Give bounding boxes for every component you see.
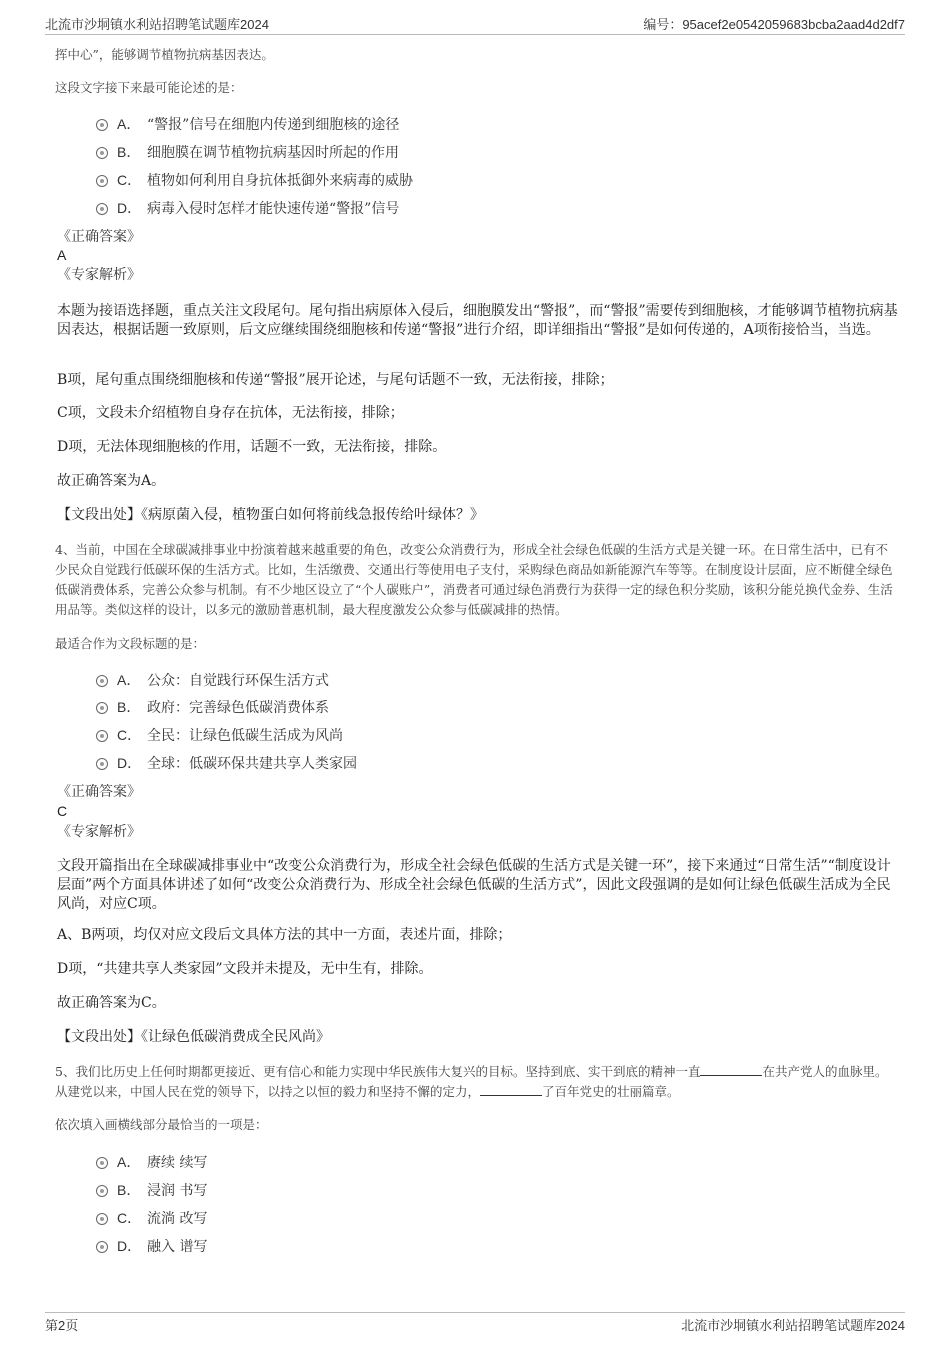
q3-stem-tail: 挥中心”，能够调节植物抗病基因表达。 <box>55 47 274 62</box>
page-header <box>45 14 905 35</box>
radio-icon[interactable] <box>96 758 108 770</box>
radio-icon[interactable] <box>96 119 108 131</box>
radio-icon[interactable] <box>96 1241 108 1253</box>
radio-icon[interactable] <box>96 147 108 159</box>
q4-option-d[interactable]: D． 全球：低碳环保共建共享人类家园 <box>96 753 357 774</box>
q3-analysis-p4: D项，无法体现细胞核的作用，话题不一致，无法衔接，排除。 <box>57 439 447 455</box>
q3-analysis-p2: B项，尾句重点围绕细胞核和传递“警报”展开论述，与尾句话题不一致，无法衔接，排除； <box>57 372 614 388</box>
q4-analysis-label: 《专家解析》 <box>57 824 141 840</box>
q3-analysis-p3: C项，文段未介绍植物自身存在抗体，无法衔接，排除； <box>57 405 404 421</box>
radio-icon[interactable] <box>96 702 108 714</box>
radio-icon[interactable] <box>96 730 108 742</box>
q3-source: 【文段出处】《病原菌入侵，植物蛋白如何将前线急报传给叶绿体？》 <box>57 507 484 523</box>
radio-icon[interactable] <box>96 1185 108 1197</box>
q5-option-b[interactable]: B． 浸润 书写 <box>96 1180 207 1201</box>
radio-icon[interactable] <box>96 1213 108 1225</box>
q3-option-b[interactable]: B． 细胞膜在调节植物抗病基因时所起的作用 <box>96 142 399 163</box>
q4-option-c[interactable]: C． 全民：让绿色低碳生活成为风尚 <box>96 725 343 746</box>
q5-stem: 5、我们比历史上任何时期都更接近、更有信心和能力实现中华民族伟大复兴的目标。坚持到底、实干到底的精神一直 在共产党人的血脉里。从建党以来，中国人民在党的领导下，以持之以恒的毅力和坚持不懈的定力， 了百年党史的壮丽篇章。 <box>55 1064 888 1099</box>
q4-option-b[interactable]: B． 政府：完善绿色低碳消费体系 <box>96 697 329 718</box>
q3-prompt: 这段文字接下来最可能论述的是： <box>55 80 243 95</box>
q5-option-a[interactable]: A． 赓续 续写 <box>96 1152 207 1173</box>
q4-analysis-p2: A、B两项，均仅对应文段后文具体方法的其中一方面，表述片面，排除； <box>57 927 512 943</box>
q3-analysis-label: 《专家解析》 <box>57 267 141 283</box>
q4-answer: C <box>57 803 68 819</box>
q4-stem: 4、当前，中国在全球碳减排事业中扮演着越来越重要的角色，改变公众消费行为，形成全社会绿色低碳的生活方式是关键一环。在日常生活中，已有不少民众自觉践行低碳环保的生活方式。比如，生活缴费、交通出行等使用电子支付，采购绿色商品如新能源汽车等等。在制度设计层面，应不断健全绿色低碳消费体系，完善公众参与机制。有不少地区设立了“个人碳账户”，消费者可通过绿色消费行为获得一定的绿色积分奖励，该积分能兑换代金券、生活用品等。类似这样的设计，以多元的激励普惠机制，最大程度激发公众参与低碳减排的热情。 <box>55 542 893 617</box>
q3-analysis-p5: 故正确答案为A。 <box>57 473 166 489</box>
q4-source: 【文段出处】《让绿色低碳消费成全民风尚》 <box>57 1029 330 1045</box>
footer-title: 北流市沙垌镇水利站招聘笔试题库2024 <box>681 1318 905 1333</box>
q4-analysis-p3: D项，“共建共享人类家园”文段并未提及，无中生有，排除。 <box>57 961 433 977</box>
q3-answer-label: 《正确答案》 <box>57 229 141 245</box>
q4-option-a[interactable]: A． 公众：自觉践行环保生活方式 <box>96 670 329 691</box>
q3-option-d[interactable]: D． 病毒入侵时怎样才能快速传递“警报”信号 <box>96 198 399 219</box>
header-code: 编号：95acef2e0542059683bcba2aad4d2df7 <box>643 17 905 32</box>
q5-prompt: 依次填入画横线部分最恰当的一项是： <box>55 1117 268 1132</box>
page-number: 第2页 <box>45 1318 79 1333</box>
q3-answer: A <box>57 247 67 263</box>
header-title: 北流市沙垌镇水利站招聘笔试题库2024 <box>45 17 269 32</box>
q5-option-c[interactable]: C． 流淌 改写 <box>96 1208 207 1229</box>
fill-blank-2 <box>480 1083 542 1096</box>
q4-answer-label: 《正确答案》 <box>57 784 141 800</box>
q4-prompt: 最适合作为文段标题的是： <box>55 636 206 651</box>
radio-icon[interactable] <box>96 175 108 187</box>
q4-analysis-p1: 文段开篇指出在全球碳减排事业中“改变公众消费行为，形成全社会绿色低碳的生活方式是关键一环”，接下来通过“日常生活”“制度设计层面”两个方面具体讲述了如何“改变公众消费行为、形成全社会绿色低碳的生活方式”，因此文段强调的是如何让绿色低碳生活成为全民风尚，对应C项。 <box>57 858 891 912</box>
radio-icon[interactable] <box>96 1157 108 1169</box>
q3-option-a[interactable]: A． “警报”信号在细胞内传递到细胞核的途径 <box>96 114 399 135</box>
radio-icon[interactable] <box>96 675 108 687</box>
fill-blank-1 <box>700 1063 762 1076</box>
page-footer <box>45 1312 905 1335</box>
q3-analysis-p1: 本题为接语选择题，重点关注文段尾句。尾句指出病原体入侵后，细胞膜发出“警报”，而“警报”需要传到细胞核，才能够调节植物抗病基因表达，根据话题一致原则，后文应继续围绕细胞核和传递“警报”进行介绍，即详细指出“警报”是如何传递的，A项衔接恰当，当选。 <box>57 303 898 338</box>
q5-option-d[interactable]: D． 融入 谱写 <box>96 1236 207 1257</box>
q3-option-c[interactable]: C． 植物如何利用自身抗体抵御外来病毒的威胁 <box>96 170 413 191</box>
q4-analysis-p4: 故正确答案为C。 <box>57 995 166 1011</box>
radio-icon[interactable] <box>96 203 108 215</box>
